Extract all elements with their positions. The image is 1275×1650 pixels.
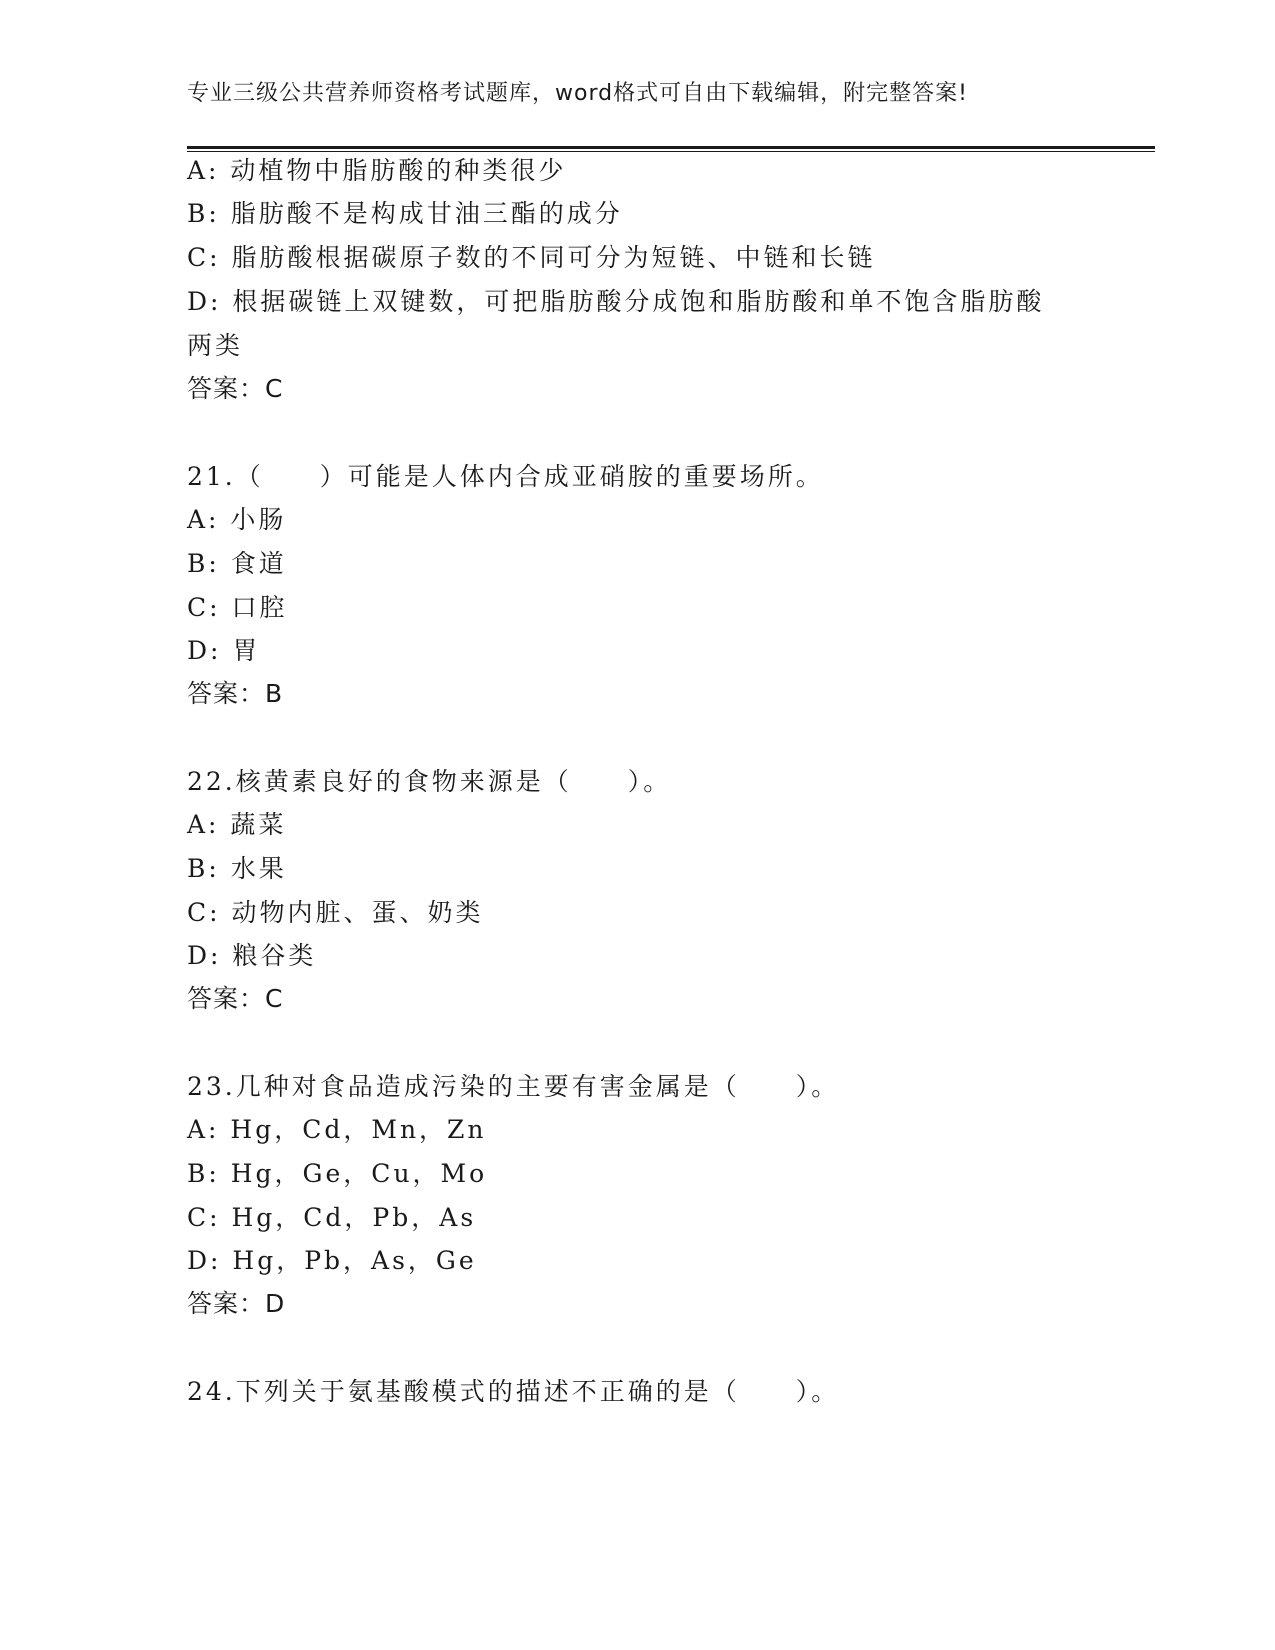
q22-option-a: A: 蔬菜 — [187, 810, 287, 839]
q23-option-b: B: Hg，Ge，Cu，Mo — [187, 1159, 488, 1188]
q20-option-d-continued: 两类 — [187, 331, 244, 360]
q21-question: 21.（ ）可能是人体内合成亚硝胺的重要场所。 — [187, 462, 824, 491]
q21-option-b: B: 食道 — [187, 549, 287, 578]
q20-option-d: D: 根据碳链上双键数，可把脂肪酸分成饱和脂肪酸和单不饱含脂肪酸 — [187, 287, 1045, 316]
q21-option-c: C: 口腔 — [187, 593, 288, 622]
q20-option-c: C: 脂肪酸根据碳原子数的不同可分为短链、中链和长链 — [187, 243, 876, 272]
q20-answer: 答案：C — [187, 374, 284, 403]
header-rule — [187, 146, 1155, 152]
q23-option-c: C: Hg，Cd，Pb，As — [187, 1203, 477, 1232]
q22-answer: 答案：C — [187, 984, 284, 1013]
q23-option-d: D: Hg，Pb，As，Ge — [187, 1246, 477, 1275]
q23-option-a: A: Hg，Cd，Mn，Zn — [187, 1115, 487, 1144]
q21-option-a: A: 小肠 — [187, 505, 287, 534]
q21-answer: 答案：B — [187, 679, 284, 708]
q22-option-d: D: 粮谷类 — [187, 941, 317, 970]
q20-option-a: A: 动植物中脂肪酸的种类很少 — [187, 156, 567, 185]
q21-option-d: D: 胃 — [187, 636, 261, 665]
q23-answer: 答案：D — [187, 1289, 286, 1318]
q23-question: 23.几种对食品造成污染的主要有害金属是（ ）。 — [187, 1072, 840, 1101]
q22-option-c: C: 动物内脏、蛋、奶类 — [187, 898, 484, 927]
q22-question: 22.核黄素良好的食物来源是（ ）。 — [187, 767, 672, 796]
q22-option-b: B: 水果 — [187, 854, 287, 883]
q20-option-b: B: 脂肪酸不是构成甘油三酯的成分 — [187, 199, 623, 228]
page-header: 专业三级公共营养师资格考试题库，word格式可自由下载编辑，附完整答案! — [187, 81, 968, 106]
q24-question: 24.下列关于氨基酸模式的描述不正确的是（ ）。 — [187, 1377, 840, 1406]
